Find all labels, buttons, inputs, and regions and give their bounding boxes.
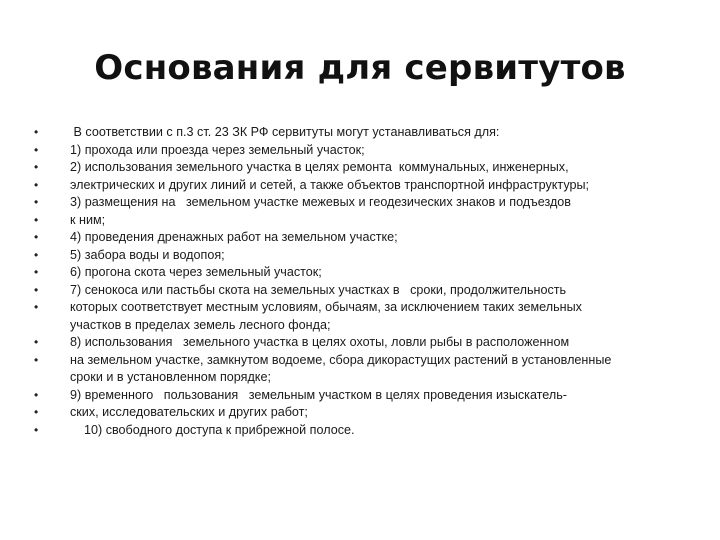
bullet-icon: •	[34, 195, 39, 209]
slide-title: Основания для сервитутов	[94, 48, 626, 88]
bullet-icon: •	[34, 335, 39, 349]
list-item-text: 5) забора воды и водопоя;	[70, 247, 225, 262]
bullet-icon: •	[34, 265, 39, 279]
list-item	[34, 334, 674, 352]
list-item-text: 1) прохода или проезда через земельный участок;	[70, 142, 365, 157]
bullet-icon: •	[34, 282, 39, 297]
bullet-icon: •	[34, 387, 39, 402]
bullet-icon: •	[34, 352, 39, 367]
list-item	[34, 229, 674, 247]
bullet-icon: •	[34, 142, 39, 157]
list-item	[34, 352, 674, 387]
bullet-icon: •	[34, 212, 39, 227]
list-item	[34, 422, 674, 440]
list-item	[34, 159, 674, 177]
bullet-icon: •	[34, 160, 39, 174]
bullet-icon: •	[34, 422, 39, 437]
list-item	[34, 212, 674, 230]
list-item	[34, 177, 674, 195]
list-item-text: на земельном участке, замкнутом водоеме, сбора дикорастущих растений в установленные сроки и в установленном порядке;	[70, 352, 612, 384]
list-item	[34, 124, 674, 142]
bullet-icon: •	[34, 230, 39, 244]
list-item-text: ских, исследовательских и других работ;	[70, 405, 308, 419]
bullet-icon: •	[34, 247, 39, 262]
list-item-text: 10) свободного доступа к прибрежной полосе.	[70, 422, 355, 437]
list-item-text: электрических и других линий и сетей, а также объектов транспортной инфраструктуры;	[70, 177, 590, 192]
list-item-text: 8) использования земельного участка в целях охоты, ловли рыбы в расположенном	[70, 335, 570, 349]
list-item-text: 2) использования земельного участка в целях ремонта коммунальных, инженерных,	[70, 160, 569, 174]
list-item-text: 7) сенокоса или пастьбы скота на земельных участках в сроки, продолжительность	[70, 282, 567, 297]
bullet-icon: •	[34, 405, 39, 419]
list-item	[34, 404, 674, 422]
list-item	[34, 282, 674, 300]
list-item	[34, 299, 674, 334]
list-item-text: 9) временного пользования земельным участком в целях проведения изыскатель-	[70, 387, 567, 402]
bullet-icon: •	[34, 125, 39, 139]
list-item-text: 3) размещения на земельном участке межевых и геодезических знаков и подъездов	[70, 195, 571, 209]
list-item-text: 6) прогона скота через земельный участок;	[70, 265, 322, 279]
list-item	[34, 247, 674, 265]
list-item	[34, 194, 674, 212]
bullet-list	[34, 124, 674, 439]
list-item-text: которых соответствует местным условиям, обычаям, за исключением таких земельных участков в пределах земель лесного фонда;	[70, 300, 582, 332]
list-item-text: к ним;	[70, 212, 106, 227]
list-item-text: В соответствии с п.3 ст. 23 ЗК РФ сервитуты могут устанавливаться для:	[70, 125, 500, 139]
bullet-icon: •	[34, 300, 39, 314]
list-item	[34, 387, 674, 405]
list-item	[34, 264, 674, 282]
bullet-icon: •	[34, 177, 39, 192]
list-item-text: 4) проведения дренажных работ на земельном участке;	[70, 230, 398, 244]
list-item	[34, 142, 674, 160]
